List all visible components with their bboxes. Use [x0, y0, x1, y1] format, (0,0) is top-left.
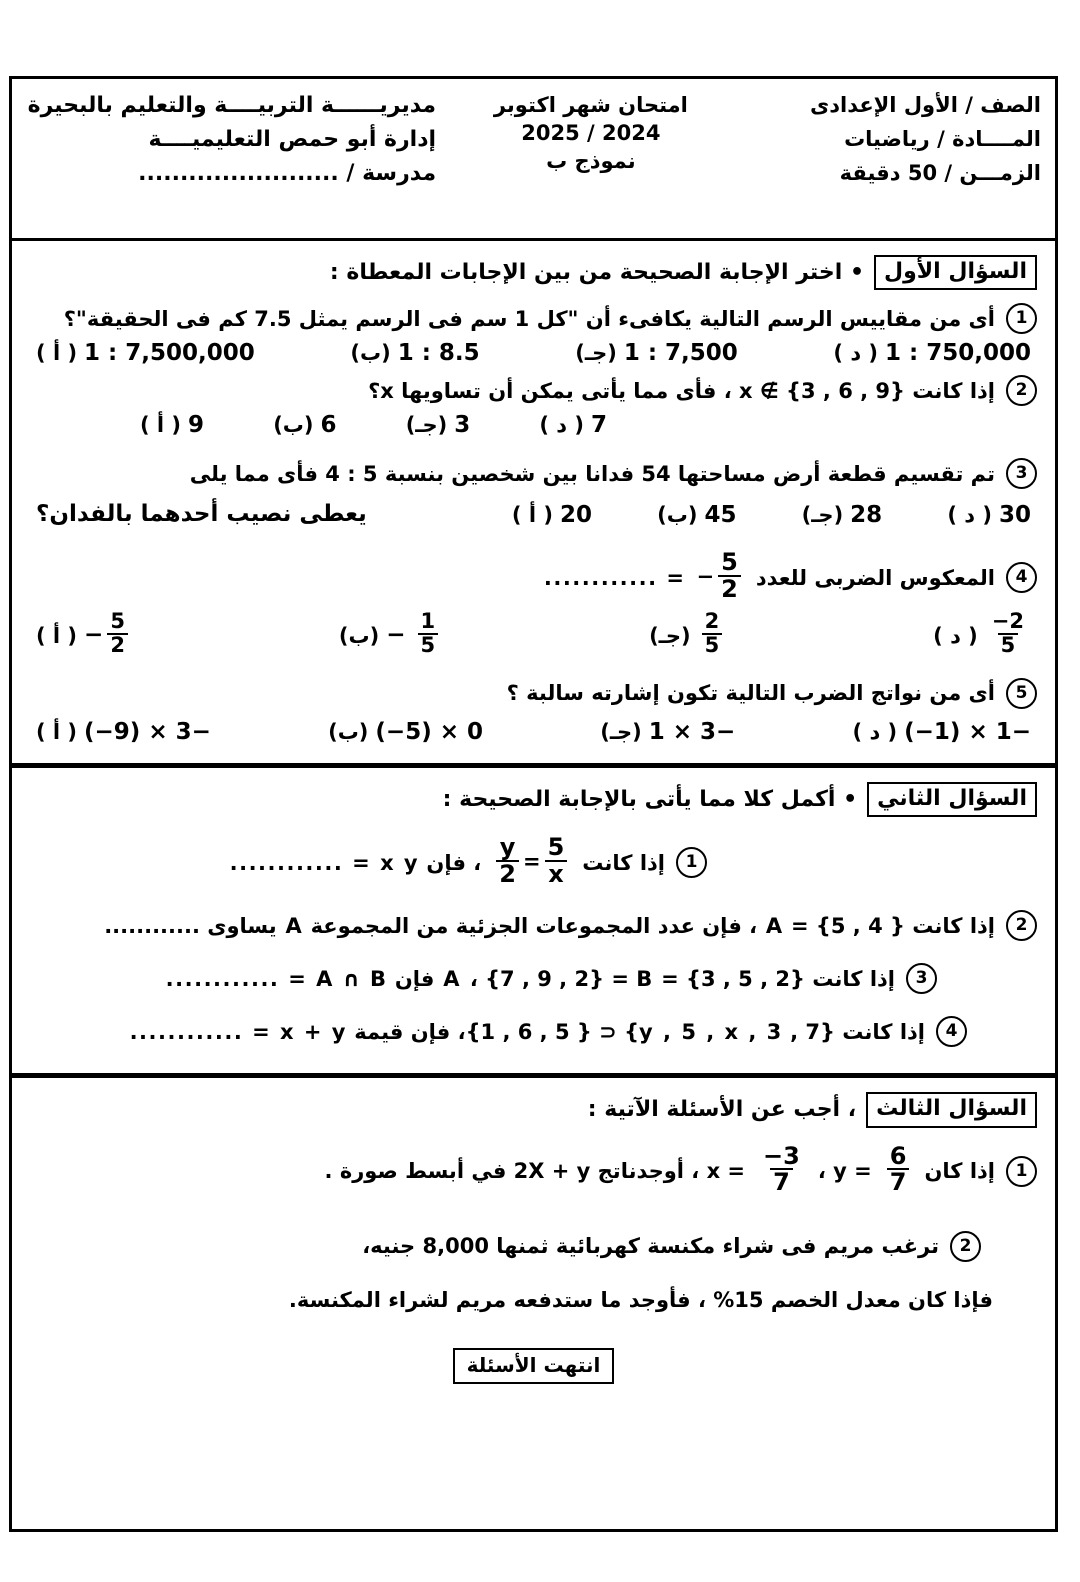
exam-page-frame	[9, 76, 1058, 1532]
denominator: 5	[702, 633, 723, 656]
denominator: 2	[107, 633, 128, 656]
equals-sign: =	[522, 849, 541, 874]
s2-question-3	[30, 941, 1037, 994]
question-text: إذا كانت x ∉ {3 , 6 , 9} ، فأى مما يأتى يمكن أن تساويها x؟	[368, 378, 995, 403]
option-label: (ب)	[338, 623, 380, 648]
question-text-suffix: ، فإن x y = ............	[229, 850, 482, 875]
option-a[interactable]	[36, 609, 132, 658]
header-model: نموذج ب	[546, 149, 636, 173]
option-label: (جـ)	[649, 623, 691, 648]
fraction	[107, 611, 128, 656]
section-3-instruction: ، أجب عن الأسئلة الآتية :	[587, 1097, 857, 1123]
option-label: ( د )	[852, 720, 898, 745]
option-value	[84, 609, 132, 658]
option-value	[985, 609, 1031, 658]
section-3-heading	[30, 1078, 1037, 1131]
s3-question-2-line-2	[30, 1262, 1037, 1314]
section-2-title: السؤال الثاني	[867, 782, 1037, 817]
fraction	[702, 611, 723, 656]
option-label: ( د )	[947, 502, 992, 527]
option-label: (ب)	[350, 341, 391, 366]
s2-question-4	[30, 994, 1037, 1047]
option-value: 1 : 8.5	[397, 340, 480, 367]
question-number: 4	[1006, 562, 1037, 593]
s1-question-3	[30, 438, 1037, 489]
header-exam-name: امتحان شهر اكتوبر	[493, 93, 688, 117]
option-value: (−1) × 1−	[904, 719, 1031, 746]
option-label: (جـ)	[575, 341, 617, 366]
header-academic-year: 2025 / 2024	[521, 121, 661, 145]
fraction-x	[760, 1141, 803, 1197]
question-text: إذا كانت { 4 , 5} = A ، فإن عدد المجموعات الجزئية من المجموعة A يساوى ............	[104, 913, 995, 938]
section-2-instruction: • أكمل كلا مما يأتى بالإجابة الصحيحة :	[442, 787, 858, 813]
denominator: x	[545, 860, 566, 886]
question-text: أى من نواتج الضرب التالية تكون إشارته سالبة ؟	[506, 681, 995, 706]
question-text-line-2: فإذا كان معدل الخصم 15% ، فأوجد ما ستدفعه مريم لشراء المكنسة.	[288, 1287, 993, 1312]
option-label: ( د )	[539, 413, 584, 438]
option-c[interactable]	[649, 609, 726, 658]
question-text: إذا كانت {7 , y , 5 , x , 3} ⊂ { 1 , 6 , 5}، فإن قيمة x + y = ............	[129, 1019, 925, 1044]
question-number: 2	[950, 1231, 981, 1262]
fraction-right	[545, 835, 568, 886]
option-value: 6	[320, 412, 337, 439]
option-a[interactable]	[36, 719, 211, 745]
option-value: 1 : 7,500,000	[84, 340, 255, 367]
question-text: أى من مقاييس الرسم التالية يكافىء أن "كل 1 سم فى الرسم يمثل 7.5 كم فى الحقيقة"؟	[63, 306, 995, 331]
option-value: 20	[559, 501, 592, 528]
option-value	[386, 609, 442, 658]
s3-question-2	[30, 1197, 1037, 1262]
question-number: 2	[1006, 375, 1037, 406]
option-b[interactable]	[338, 609, 442, 658]
exam-body	[12, 241, 1055, 1384]
question-number: 1	[1006, 303, 1037, 334]
option-c[interactable]	[600, 719, 735, 745]
numerator: 5	[547, 833, 565, 862]
header-left-column	[732, 79, 1055, 185]
numerator: −2	[991, 609, 1024, 634]
question-text-continued: يعطى نصيب أحدهما بالفدان؟	[36, 501, 367, 528]
question-text-suffix: = x ، أوجدناتج 2X + y في أبسط صورة .	[324, 1158, 746, 1183]
denominator: 2	[496, 860, 519, 886]
option-label: (جـ)	[600, 720, 642, 745]
denominator: 5	[998, 633, 1019, 656]
option-d[interactable]	[947, 502, 1031, 528]
option-b[interactable]	[350, 340, 479, 366]
question-number: 3	[906, 963, 937, 994]
option-label: ( أ )	[140, 413, 182, 438]
numerator: 5	[110, 609, 125, 634]
option-label: (ب)	[328, 720, 369, 745]
header-middle-column	[450, 79, 732, 173]
question-number: 3	[1006, 458, 1037, 489]
numerator: y	[499, 833, 516, 862]
fraction-left	[496, 835, 519, 886]
section-1-heading	[30, 241, 1037, 294]
fraction	[418, 611, 439, 656]
denominator: 7	[770, 1168, 793, 1194]
option-label: ( أ )	[36, 720, 78, 745]
question-fraction	[696, 548, 745, 603]
option-value: 9	[188, 412, 205, 439]
option-label: ( أ )	[36, 623, 78, 648]
exam-header	[12, 79, 1055, 241]
fraction-sign: −	[696, 564, 715, 589]
denominator: 7	[887, 1168, 910, 1194]
option-value: 3	[454, 412, 471, 439]
option-label: (جـ)	[801, 502, 844, 527]
end-of-questions-label: انتهت الأسئلة	[453, 1348, 615, 1384]
option-b[interactable]	[273, 412, 336, 438]
header-duration: الزمـــن / 50 دقيقة	[839, 161, 1041, 185]
s1-q5-options	[30, 709, 1037, 745]
option-value: 45	[704, 501, 737, 528]
numerator: 2	[704, 609, 720, 634]
answer-blank: = ............	[543, 565, 686, 590]
fraction-y	[887, 1141, 910, 1197]
s3-question-1	[30, 1132, 1037, 1197]
numerator: 1	[420, 609, 436, 634]
option-d[interactable]	[853, 719, 1031, 745]
option-d[interactable]	[833, 340, 1031, 366]
s1-q1-options	[30, 334, 1037, 366]
numerator: −3	[763, 1141, 800, 1170]
header-subject: المــــادة / رياضيات	[844, 127, 1041, 151]
question-text-prefix: المعكوس الضربى للعدد	[755, 565, 995, 590]
option-a[interactable]	[36, 340, 255, 366]
s1-question-1	[30, 294, 1037, 334]
question-mid-text: = y ،	[817, 1158, 872, 1183]
option-d[interactable]	[933, 609, 1031, 658]
header-grade: الصف / الأول الإعدادى	[809, 93, 1041, 117]
question-number: 1	[1006, 1156, 1037, 1187]
section-1-title: السؤال الأول	[874, 255, 1037, 290]
s1-q3-options	[30, 489, 1037, 530]
option-value: 1 × 3−	[648, 719, 736, 746]
option-value: 30	[998, 501, 1031, 528]
option-c[interactable]	[802, 502, 883, 528]
option-value	[698, 609, 727, 658]
option-b[interactable]	[657, 502, 736, 528]
question-text-prefix: إذا كان	[924, 1158, 995, 1183]
option-label: ( أ )	[511, 502, 553, 527]
header-school-field: مدرسة / ........................	[138, 161, 437, 186]
option-c[interactable]	[575, 340, 737, 366]
question-text-line-1: ترغب مريم فى شراء مكنسة كهربائية ثمنها 8,000 جنيه،	[362, 1233, 939, 1258]
question-number: 2	[1006, 910, 1037, 941]
question-text: تم تقسيم قطعة أرض مساحتها 54 فدانا بين شخصين بنسبة 5 : 4 فأى مما يلى	[189, 461, 995, 486]
section-2-heading	[30, 768, 1037, 821]
s2-question-2	[30, 888, 1037, 941]
question-number: 4	[936, 1016, 967, 1047]
option-label: ( د )	[933, 623, 978, 648]
section-3-title: السؤال الثالث	[866, 1092, 1037, 1127]
option-sign: −	[84, 622, 104, 649]
option-value: (−5) × 0	[375, 719, 483, 746]
option-value: 28	[850, 501, 883, 528]
s2-question-1	[30, 821, 1037, 888]
question-number: 1	[676, 847, 707, 878]
header-administration: إدارة أبو حمص التعليميــــة	[148, 127, 437, 152]
option-c[interactable]	[406, 412, 471, 438]
question-text: إذا كانت {2 , 5 , 3} = A ، {7 , 9 , 2} = B فإن A ∩ B = ............	[165, 966, 895, 991]
option-value: 1 : 750,000	[885, 340, 1031, 367]
option-value: 1 : 7,500	[623, 340, 738, 367]
numerator: 5	[721, 548, 738, 577]
fraction	[718, 550, 741, 601]
option-a[interactable]	[512, 502, 592, 528]
question-text-prefix: إذا كانت	[582, 850, 665, 875]
option-a[interactable]	[140, 412, 204, 438]
option-label: (ب)	[657, 502, 698, 527]
option-b[interactable]	[328, 719, 483, 745]
s1-q3-second-line	[36, 499, 367, 530]
s1-question-4	[30, 530, 1037, 603]
equation	[492, 833, 571, 888]
option-value: 7	[590, 412, 607, 439]
fraction	[989, 611, 1027, 656]
question-number: 5	[1006, 678, 1037, 709]
s1-q2-options	[30, 406, 1037, 438]
s1-question-2	[30, 366, 1037, 406]
s1-q4-options	[30, 603, 1037, 658]
option-label: ( د )	[833, 341, 879, 366]
exam-footer	[30, 1314, 1037, 1384]
option-sign: −	[386, 622, 406, 649]
option-label: (ب)	[273, 413, 314, 438]
option-value: (−9) × 3−	[84, 719, 211, 746]
option-label: ( أ )	[36, 341, 78, 366]
header-directorate: مديريــــــة التربيــــة والتعليم بالبحيرة	[27, 93, 437, 118]
header-right-column	[12, 79, 450, 186]
option-d[interactable]	[539, 412, 607, 438]
option-label: (جـ)	[405, 413, 448, 438]
section-1-instruction: • اختر الإجابة الصحيحة من بين الإجابات المعطاة :	[329, 260, 865, 286]
numerator: 6	[889, 1141, 907, 1170]
denominator: 5	[418, 633, 439, 656]
s1-question-5	[30, 658, 1037, 709]
denominator: 2	[718, 575, 741, 601]
